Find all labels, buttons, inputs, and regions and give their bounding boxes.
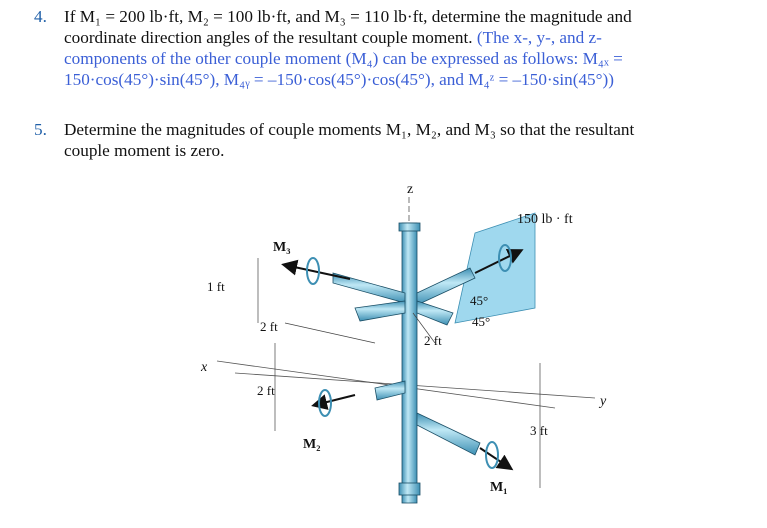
pipe-assembly-figure — [195, 183, 615, 523]
moment-150-label: 150 lb · ft — [517, 212, 573, 227]
axis-x-label: x — [201, 360, 208, 375]
dim-2ft-c-label: 2 ft — [424, 333, 442, 348]
pipe-cap-top — [399, 223, 420, 231]
dim-1ft-label: 1 ft — [207, 279, 225, 294]
pipe-front-left — [355, 301, 405, 321]
lower-cross-pipes — [375, 381, 480, 455]
pipe-front-right — [417, 301, 453, 325]
problem-5-number: 5. — [34, 120, 47, 139]
m2-label: M₂ — [303, 437, 321, 452]
m2-vector — [315, 395, 355, 405]
problem-4-number: 4. — [34, 7, 47, 26]
problem-5-line-2: couple moment is zero. — [64, 141, 225, 160]
angle-45-upper-label: 45° — [470, 293, 489, 308]
problem-4-line-2 — [64, 27, 744, 48]
problem-4-hint-start: (The x-, y-, and z- — [472, 28, 602, 47]
pipe-cap-bottom — [399, 483, 420, 495]
problem-5-line-1: Determine the magnitudes of couple moments M₁, M₂, and M₃ so that the resultant — [64, 120, 635, 139]
problem-4-hint-line-3: components of the other couple moment (M₄) can be expressed as follows: M₄ₓ = — [64, 49, 623, 68]
m1-label: M₁ — [490, 480, 508, 495]
problem-4-question: coordinate direction angles of the resultant couple moment. — [64, 28, 473, 47]
pipe-to-m1 — [417, 413, 480, 455]
dim-2ft-a-line — [285, 323, 375, 343]
problem-4-hint-line-4: 150·cos(45°)·sin(45°), M₄ᵧ = –150·cos(45°)·cos(45°), and M₄ᶻ = –150·sin(45°)) — [64, 70, 614, 89]
problem-4-line-1: If M₁ = 200 lb·ft, M₂ = 100 lb·ft, and M₃ = 110 lb·ft, determine the magnitude and — [64, 7, 632, 26]
dim-3ft-label: 3 ft — [530, 423, 548, 438]
axis-y-label: y — [600, 394, 607, 409]
moment-plane-triangle — [455, 213, 535, 323]
dim-2ft-a-label: 2 ft — [260, 319, 278, 334]
dim-2ft-b-label: 2 ft — [257, 383, 275, 398]
angle-45-lower-label: 45° — [472, 314, 491, 329]
vertical-pipe — [402, 223, 417, 503]
m3-label: M₃ — [273, 240, 291, 255]
axis-z-label: z — [407, 183, 414, 197]
